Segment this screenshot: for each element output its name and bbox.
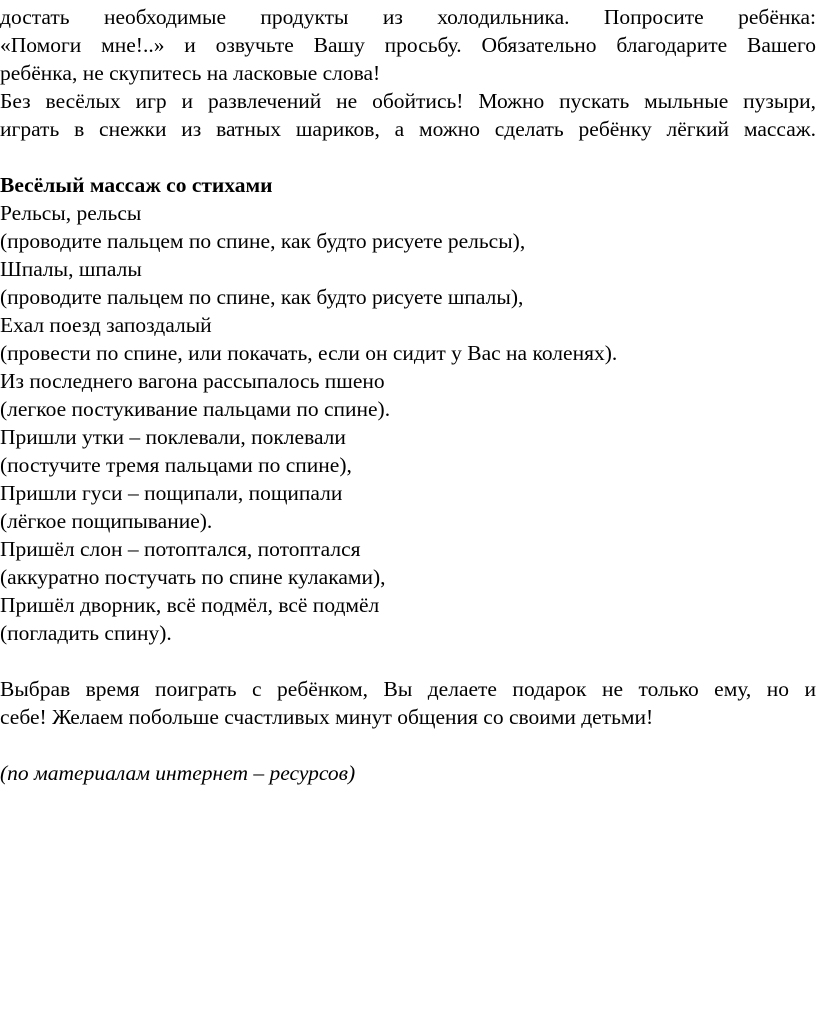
poem-line: Из последнего вагона рассыпалось пшено [0, 369, 385, 393]
poem-line: Пришли гуси – пощипали, пощипали [0, 481, 343, 505]
blank-line [0, 731, 816, 759]
poem-line: (постучите тремя пальцами по спине), [0, 453, 352, 477]
poem-line: (легкое постукивание пальцами по спине). [0, 397, 391, 421]
intro-line: Без весёлых игр и развлечений не обойтись! Можно пускать мыльные пузыри, [0, 89, 816, 113]
poem-line: Ехал поезд запоздалый [0, 313, 212, 337]
blank-line [0, 143, 816, 171]
source-note: (по материалам интернет – ресурсов) [0, 761, 356, 785]
closing-line: Выбрав время поиграть с ребёнком, Вы делаете подарок не только ему, но и [0, 677, 816, 701]
blank-line [0, 647, 816, 675]
massage-section [0, 171, 816, 647]
poem-line: Шпалы, шпалы [0, 257, 142, 281]
closing-line: себе! Желаем побольше счастливых минут общения со своими детьми! [0, 705, 654, 729]
intro-line: достать необходимые продукты из холодильника. Попросите ребёнка: [0, 5, 816, 29]
poem-line: Рельсы, рельсы [0, 201, 142, 225]
poem-line: Пришёл дворник, всё подмёл, всё подмёл [0, 593, 380, 617]
section-title: Весёлый массаж со стихами [0, 173, 273, 197]
poem-line: Пришли утки – поклевали, поклевали [0, 425, 346, 449]
intro-line: играть в снежки из ватных шариков, а можно сделать ребёнку лёгкий массаж. [0, 117, 816, 141]
closing-paragraph [0, 675, 816, 731]
poem-line: (лёгкое пощипывание). [0, 509, 213, 533]
poem-line: (проводите пальцем по спине, как будто рисуете шпалы), [0, 285, 524, 309]
intro-line: ребёнка, не скупитесь на ласковые слова! [0, 61, 381, 85]
intro-line: «Помоги мне!..» и озвучьте Вашу просьбу. Обязательно благодарите Вашего [0, 33, 816, 57]
poem-line: Пришёл слон – потоптался, потоптался [0, 537, 361, 561]
poem-line: (аккуратно постучать по спине кулаками), [0, 565, 386, 589]
poem-line: (погладить спину). [0, 621, 172, 645]
poem-line: (провести по спине, или покачать, если он сидит у Вас на коленях). [0, 341, 618, 365]
intro-paragraph [0, 3, 816, 143]
poem-line: (проводите пальцем по спине, как будто рисуете рельсы), [0, 229, 526, 253]
